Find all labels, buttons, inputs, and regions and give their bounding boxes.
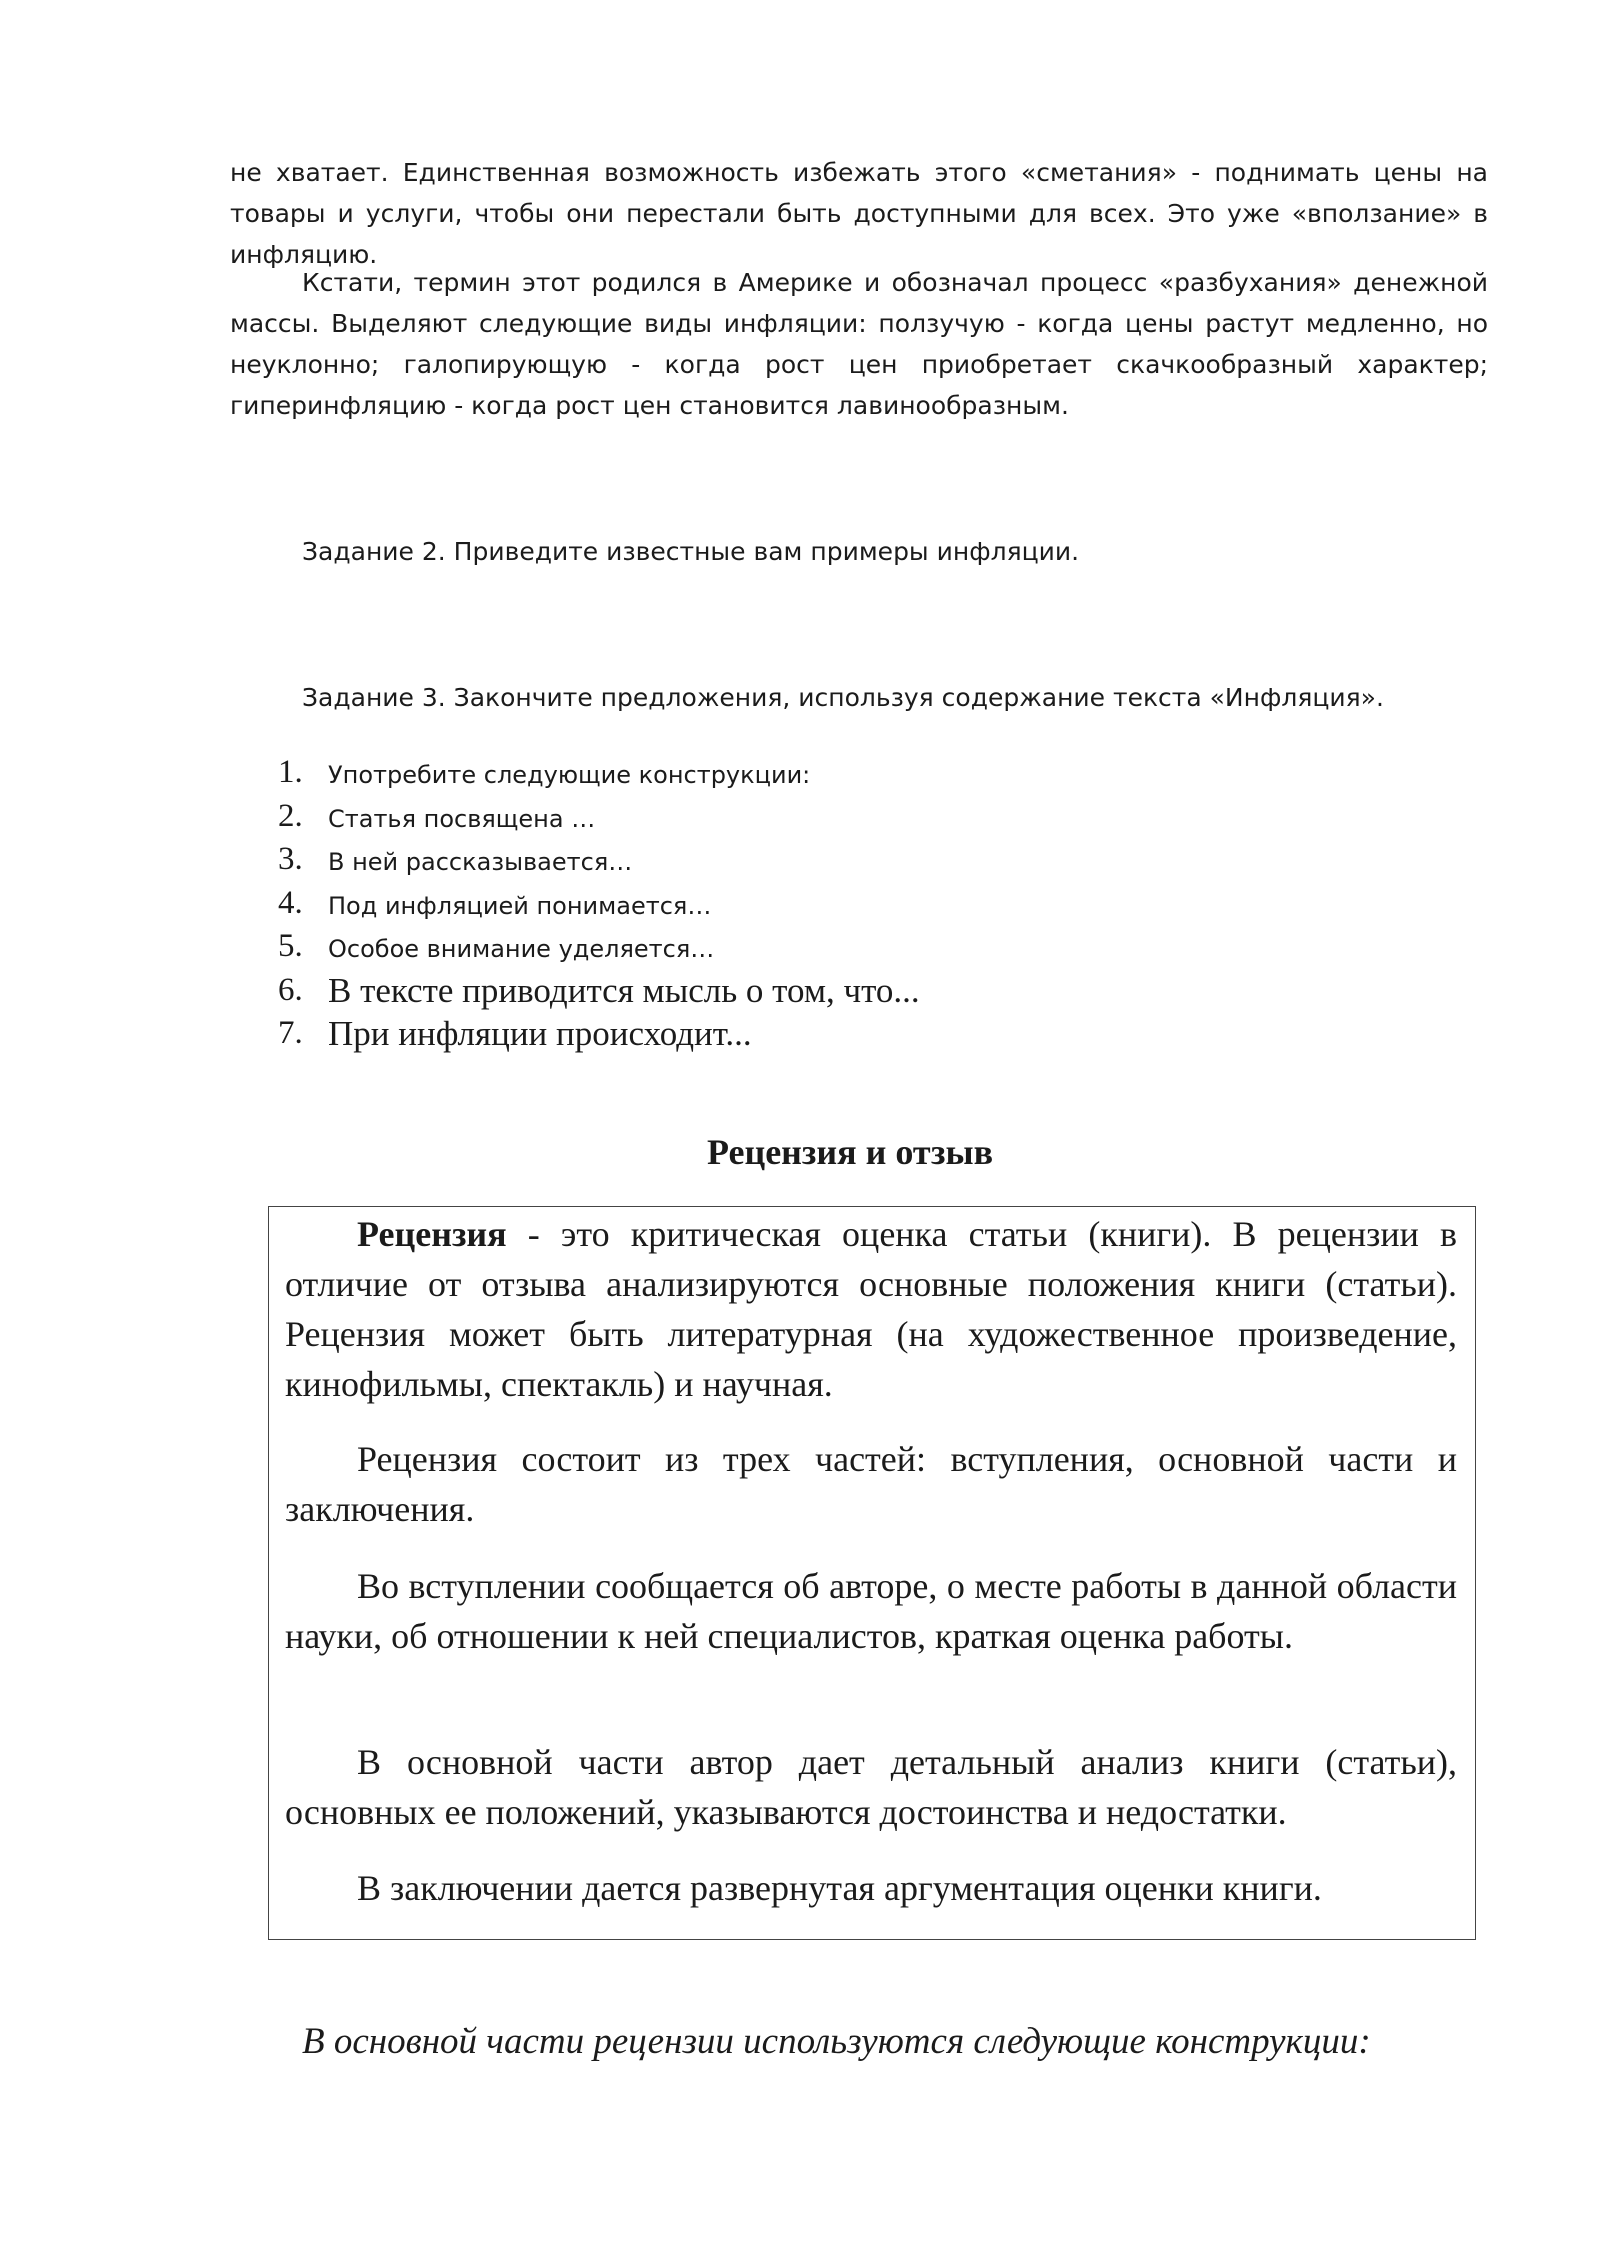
constructions-note: В основной части рецензии используются следующие конструкции:	[302, 2021, 1371, 2062]
paragraph-inflation-types: Кстати, термин этот родился в Америке и обозначал процесс «разбухания» денежной массы. Выделяют следующие виды инфляции: ползучую - когда цены растут медленно, но неуклонно; галопирующую - когда рост цен приобретает скачкообразный характер; гиперинфляцию - когда рост цен становится лавинообразным.	[230, 268, 1488, 420]
list-number: 2.	[278, 797, 303, 834]
box-paragraph-main-part: В основной части автор дает детальный анализ книги (статьи), основных ее положений, указываются достоинства и недостатки.	[285, 1742, 1457, 1832]
list-text: Под инфляцией понимается…	[328, 891, 712, 920]
box-paragraph-structure: Рецензия состоит из трех частей: вступления, основной части и заключения.	[285, 1439, 1457, 1529]
list-text: Употребите следующие конструкции:	[328, 761, 811, 789]
list-text: При инфляции происходит...	[328, 1014, 752, 1053]
list-text: Особое внимание уделяется…	[328, 935, 715, 963]
box-paragraph-definition	[285, 1209, 1457, 1409]
task-2: Задание 2. Приведите известные вам примеры инфляции.	[302, 537, 1080, 566]
list-text: В тексте приводится мысль о том, что...	[328, 970, 920, 1010]
section-heading: Рецензия и отзыв	[706, 1132, 994, 1172]
list-number: 4.	[278, 884, 303, 921]
list-text: Статья посвящена …	[328, 804, 596, 833]
list-text: В ней рассказывается…	[328, 848, 633, 876]
list-number: 1.	[278, 754, 303, 790]
task-3: Задание 3. Закончите предложения, используя содержание текста «Инфляция».	[302, 683, 1384, 712]
list-number: 5.	[278, 928, 303, 964]
paragraph-inflation-intro: не хватает. Единственная возможность избежать этого «сметания» - поднимать цены на товары и услуги, чтобы они перестали быть доступными для всех. Это уже «вползание» в инфляцию.	[230, 158, 1488, 269]
definition-text: - это критическая оценка статьи (книги). В рецензии в отличие от отзыва анализируются основные положения книги (статьи). Рецензия может быть литературная (на художественное произведение, кинофильмы, спектакль) и научная.	[285, 1214, 1457, 1404]
definition-box	[268, 1206, 1476, 1940]
list-number: 7.	[278, 1015, 303, 1051]
list-number: 3.	[278, 841, 303, 877]
term-bold: Рецензия	[357, 1214, 507, 1254]
box-paragraph-intro: Во вступлении сообщается об авторе, о месте работы в данной области науки, об отношении к ней специалистов, краткая оценка работы.	[285, 1566, 1457, 1656]
list-number: 6.	[278, 971, 303, 1008]
box-paragraph-conclusion: В заключении дается развернутая аргументация оценки книги.	[357, 1868, 1322, 1908]
